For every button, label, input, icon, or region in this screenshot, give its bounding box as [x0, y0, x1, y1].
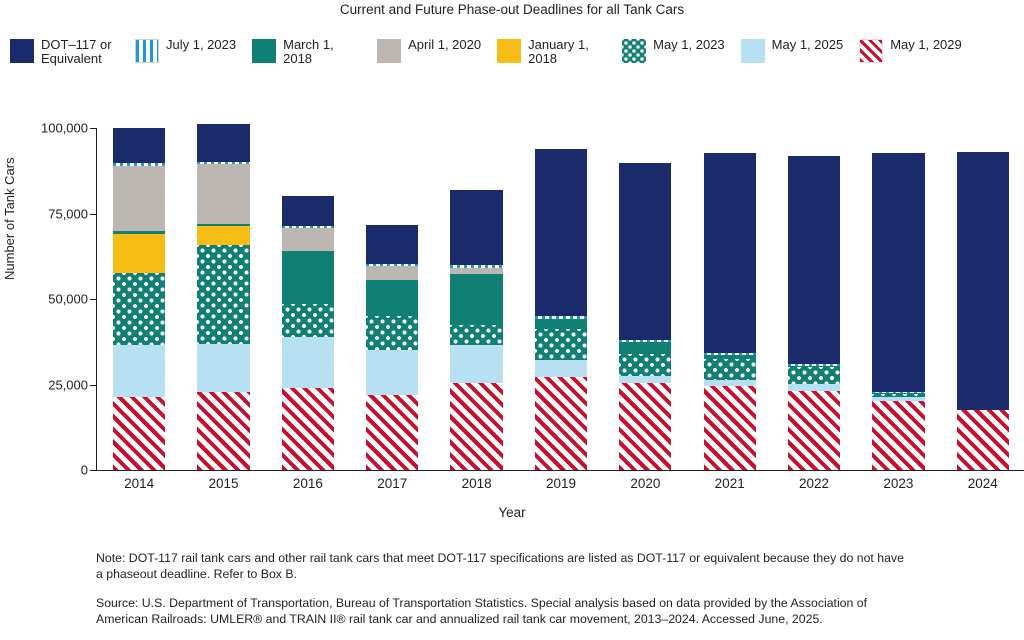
stacked-bar[interactable] [704, 153, 756, 470]
bar-segment-hatch [282, 388, 334, 470]
stacked-bar[interactable] [788, 156, 840, 470]
bar-segment-navy [535, 149, 587, 316]
bar-segment-grey [282, 228, 334, 251]
bar-segment-dots [282, 304, 334, 336]
legend-item [377, 38, 481, 63]
bar-column [266, 128, 350, 470]
stacked-bar[interactable] [197, 124, 249, 470]
x-tick-label: 2018 [434, 476, 518, 491]
bar-segment-navy [282, 196, 334, 225]
legend-swatch-grey [377, 39, 401, 63]
bar-segment-hatch [366, 395, 418, 470]
bar-segment-lightblue [788, 384, 840, 391]
bar-segment-hatch [957, 410, 1009, 470]
legend-label: May 1, 2025 [772, 38, 844, 52]
bar-column [97, 128, 181, 470]
bar-segment-hatch [113, 397, 165, 470]
bar-segment-hatch [197, 392, 249, 470]
legend-item [497, 38, 606, 66]
bar-segment-navy [366, 225, 418, 264]
bar-segment-hatch [535, 377, 587, 470]
bar-segment-lightblue [619, 376, 671, 383]
legend-swatch-navy [10, 39, 34, 63]
legend-item [859, 38, 962, 63]
bar-segment-teal [535, 319, 587, 330]
legend-label: May 1, 2023 [653, 38, 725, 52]
x-tick-label: 2020 [603, 476, 687, 491]
bar-segment-gold [197, 226, 249, 245]
bar-segment-grey [113, 166, 165, 231]
stacked-bar[interactable] [619, 163, 671, 470]
bar-segment-lightblue [197, 344, 249, 392]
bar-segment-lightblue [535, 360, 587, 377]
x-tick-label: 2016 [266, 476, 350, 491]
x-tick-label: 2021 [688, 476, 772, 491]
x-tick-label: 2015 [181, 476, 265, 491]
bar-segment-navy [113, 128, 165, 163]
bar-segment-dots [619, 354, 671, 376]
x-axis-line [96, 470, 1024, 471]
bar-column [603, 128, 687, 470]
y-tick-label: 75,000 [48, 206, 88, 221]
legend-item [622, 38, 725, 63]
legend-swatch-gold [497, 39, 521, 63]
legend-label: March 1, 2018 [283, 38, 361, 66]
footnotes [96, 550, 906, 640]
legend-item [252, 38, 361, 66]
legend-label: January 1, 2018 [528, 38, 606, 66]
stacked-bar[interactable] [535, 149, 587, 470]
bar-segment-navy [450, 190, 502, 265]
legend-label: July 1, 2023 [166, 38, 236, 52]
bar-segment-navy [619, 163, 671, 340]
bar-segment-hatch [872, 401, 924, 470]
legend-swatch-teal [252, 39, 276, 63]
bar-segment-navy [788, 156, 840, 364]
stacked-bar[interactable] [872, 153, 924, 470]
bar-segment-hatch [450, 383, 502, 470]
y-tick-label: 25,000 [48, 377, 88, 392]
x-axis-label: Year [0, 505, 1024, 520]
legend-label: April 1, 2020 [408, 38, 481, 52]
x-tick-label: 2017 [350, 476, 434, 491]
stacked-bar[interactable] [282, 196, 334, 470]
bar-segment-teal [619, 342, 671, 355]
footnote: Note: DOT-117 rail tank cars and other rail tank cars that meet DOT-117 specifications are listed as DOT-117 or equivalent because they do not have a phaseout deadline. Refer to Box B. [96, 550, 906, 582]
legend-swatch-hatch [859, 39, 883, 63]
bar-segment-dots [535, 329, 587, 359]
y-tick-label: 0 [81, 463, 88, 478]
bar-segment-hatch [704, 386, 756, 470]
legend-item [135, 38, 236, 63]
bar-series-container [97, 128, 1024, 470]
bar-segment-teal [282, 251, 334, 304]
stacked-bar[interactable] [957, 152, 1009, 470]
y-tick-label: 50,000 [48, 292, 88, 307]
bar-segment-teal [450, 274, 502, 325]
x-tick-label: 2014 [97, 476, 181, 491]
bar-column [941, 128, 1024, 470]
x-tick-label: 2022 [772, 476, 856, 491]
bar-segment-teal [366, 280, 418, 316]
bar-segment-navy [704, 153, 756, 353]
chart-legend [10, 38, 1014, 70]
bar-column [519, 128, 603, 470]
page-title: Current and Future Phase-out Deadlines for all Tank Cars [0, 2, 1024, 17]
stacked-bar[interactable] [113, 128, 165, 470]
bar-segment-lightblue [450, 345, 502, 384]
bar-segment-dots [450, 325, 502, 345]
bar-segment-dots [197, 245, 249, 345]
bar-column [856, 128, 940, 470]
bar-segment-navy [197, 124, 249, 162]
bar-segment-lightblue [282, 337, 334, 388]
bar-segment-grey [197, 164, 249, 224]
bar-segment-navy [957, 152, 1009, 410]
bar-column [350, 128, 434, 470]
bar-segment-lightblue [366, 350, 418, 396]
legend-label: May 1, 2029 [890, 38, 962, 52]
bar-segment-dots [704, 359, 756, 380]
x-tick-label: 2019 [519, 476, 603, 491]
bar-segment-grey [366, 266, 418, 280]
y-axis-label: Number of Tank Cars [2, 157, 17, 280]
bar-column [688, 128, 772, 470]
bar-column [772, 128, 856, 470]
legend-swatch-july2023 [135, 39, 159, 63]
bar-column [181, 128, 265, 470]
x-tick-label: 2023 [856, 476, 940, 491]
legend-swatch-dots [622, 39, 646, 63]
bar-segment-dots [113, 273, 165, 344]
legend-item [741, 38, 844, 63]
legend-label: DOT–117 or Equivalent [41, 38, 119, 66]
y-tick-label: 100,000 [41, 121, 88, 136]
x-tick-label: 2024 [941, 476, 1024, 491]
bar-segment-dots [366, 316, 418, 350]
plot-area [0, 110, 1024, 530]
stacked-bar[interactable] [450, 190, 502, 470]
footnote: Source: U.S. Department of Transportation, Bureau of Transportation Statistics. Special analysis based on data provided by the Association of American Railroads: UMLER® and TRAIN II® rail tank car and annualized rail tank car movement, 2013–2024. Accessed June, 2025. [96, 595, 906, 627]
bar-segment-gold [113, 234, 165, 273]
bar-segment-dots [788, 367, 840, 384]
legend-item [10, 38, 119, 66]
bar-segment-lightblue [113, 345, 165, 397]
legend-swatch-lightblue [741, 39, 765, 63]
bar-column [434, 128, 518, 470]
y-axis-ticks [34, 110, 96, 470]
bar-segment-hatch [788, 391, 840, 470]
bar-segment-hatch [619, 383, 671, 470]
bar-segment-navy [872, 153, 924, 393]
stacked-bar[interactable] [366, 225, 418, 470]
x-axis-ticks [97, 476, 1024, 491]
